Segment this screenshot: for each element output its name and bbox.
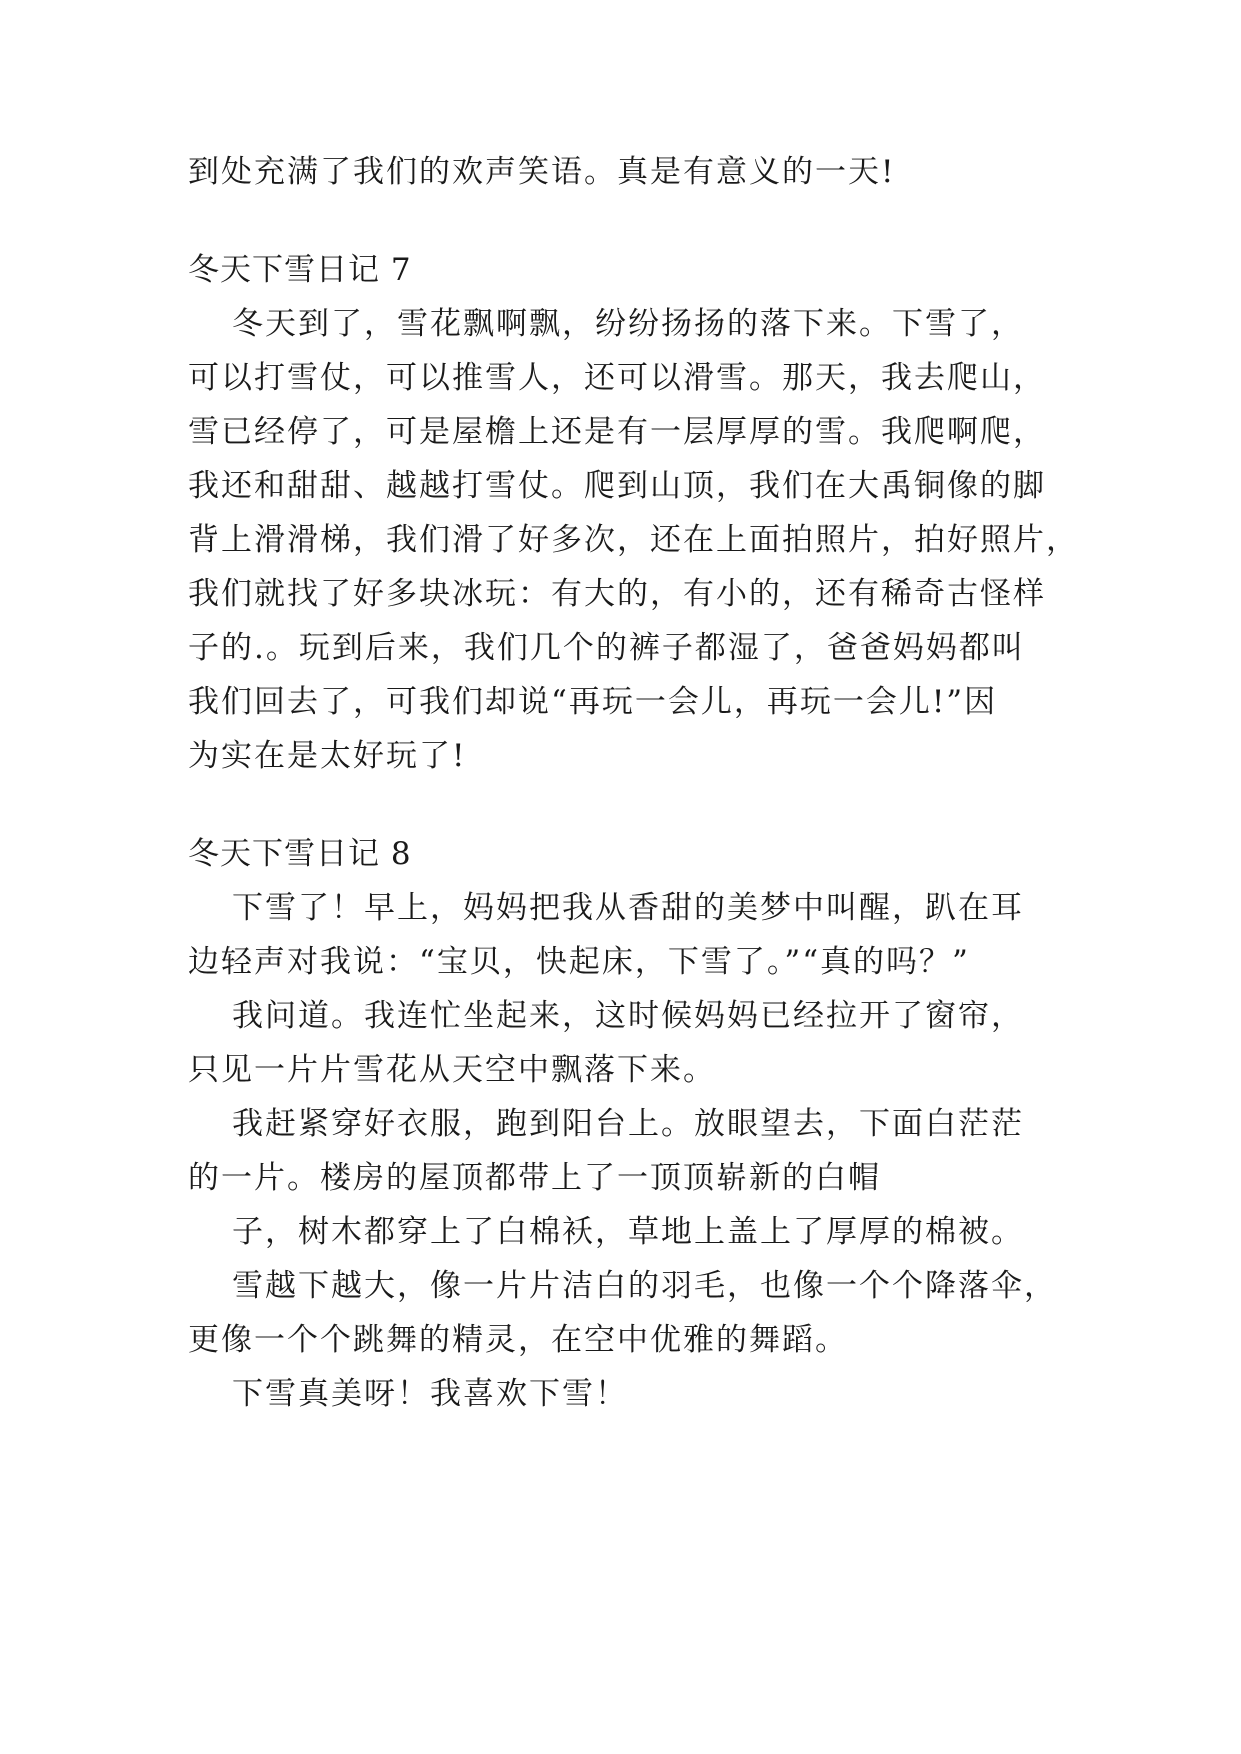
paragraph-line: 下雪了！早上，妈妈把我从香甜的美梦中叫醒，趴在耳: [232, 890, 1024, 926]
section-heading: 冬天下雪日记 7: [188, 252, 412, 288]
paragraph-line: 我问道。我连忙坐起来，这时候妈妈已经拉开了窗帘，: [232, 998, 1024, 1034]
paragraph-line: 到处充满了我们的欢声笑语。真是有意义的一天!: [188, 154, 896, 190]
paragraph-line: 下雪真美呀！我喜欢下雪！: [232, 1376, 628, 1412]
paragraph-line: 我赶紧穿好衣服，跑到阳台上。放眼望去，下面白茫茫: [232, 1106, 1024, 1142]
paragraph-line: 冬天到了，雪花飘啊飘，纷纷扬扬的落下来。下雪了，: [232, 306, 1024, 342]
paragraph-line: 的一片。楼房的屋顶都带上了一顶顶崭新的白帽: [188, 1160, 881, 1196]
paragraph-line: 为实在是太好玩了!: [188, 738, 467, 774]
paragraph-line: 我还和甜甜、越越打雪仗。爬到山顶，我们在大禹铜像的脚: [188, 468, 1046, 504]
paragraph-line: 只见一片片雪花从天空中飘落下来。: [188, 1052, 716, 1088]
paragraph-line: 雪越下越大，像一片片洁白的羽毛，也像一个个降落伞，: [232, 1268, 1057, 1304]
paragraph-line: 我们回去了，可我们却说“再玩一会儿，再玩一会儿!”因: [188, 684, 998, 720]
paragraph-line: 我们就找了好多块冰玩：有大的，有小的，还有稀奇古怪样: [188, 576, 1046, 612]
paragraph-line: 可以打雪仗，可以推雪人，还可以滑雪。那天，我去爬山，: [188, 360, 1046, 396]
paragraph-line: 背上滑滑梯，我们滑了好多次，还在上面拍照片，拍好照片，: [188, 522, 1079, 558]
section-heading: 冬天下雪日记 8: [188, 836, 412, 872]
paragraph-line: 更像一个个跳舞的精灵，在空中优雅的舞蹈。: [188, 1322, 848, 1358]
paragraph-line: 边轻声对我说：“宝贝，快起床，下雪了。”“真的吗？”: [188, 944, 970, 980]
paragraph-line: 子，树木都穿上了白棉袄，草地上盖上了厚厚的棉被。: [232, 1214, 1024, 1250]
paragraph-line: 子的.。玩到后来，我们几个的裤子都湿了，爸爸妈妈都叫: [188, 630, 1025, 666]
paragraph-line: 雪已经停了，可是屋檐上还是有一层厚厚的雪。我爬啊爬，: [188, 414, 1046, 450]
